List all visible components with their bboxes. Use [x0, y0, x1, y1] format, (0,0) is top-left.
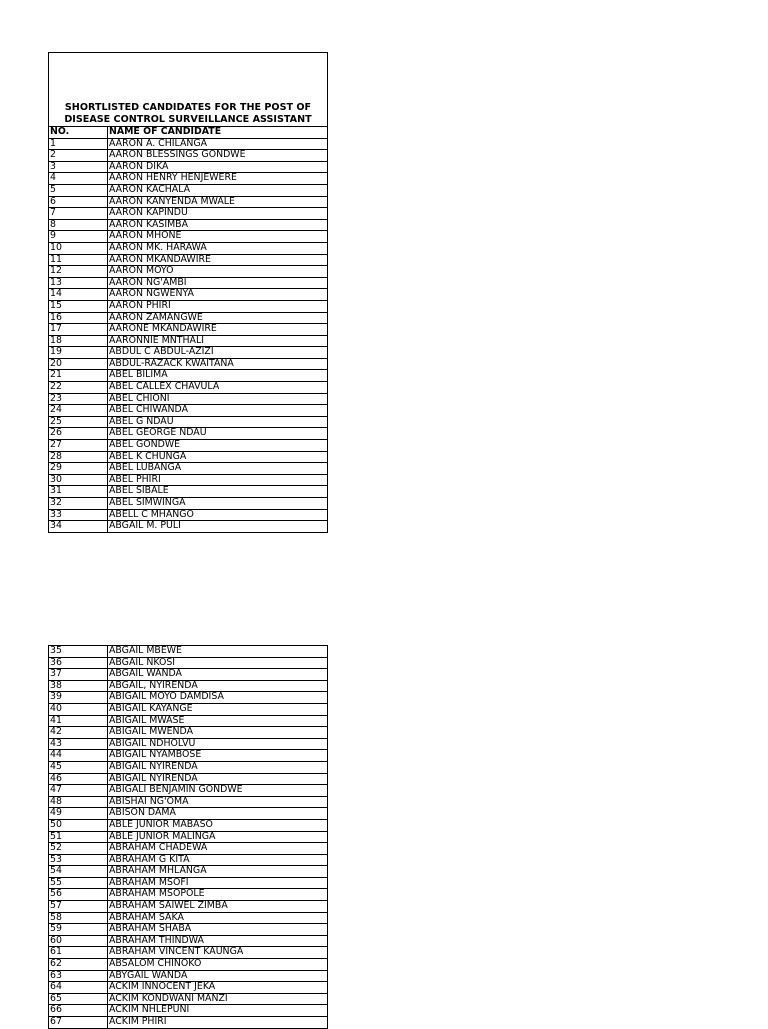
table-row [49, 993, 328, 1005]
candidate-number: 62 [49, 959, 108, 971]
table-row [49, 208, 328, 220]
candidate-number: 50 [49, 819, 108, 831]
table-row [49, 254, 328, 266]
candidate-name: ABGAIL WANDA [108, 669, 328, 681]
candidate-name: ABIGAIL NYAMBOSE [108, 750, 328, 762]
candidate-number: 17 [49, 324, 108, 336]
candidate-number: 47 [49, 785, 108, 797]
candidate-number: 40 [49, 703, 108, 715]
candidate-number: 1 [49, 138, 108, 150]
candidate-name: ACKIM KONDWANI MANZI [108, 993, 328, 1005]
table-row [49, 219, 328, 231]
table-body [49, 646, 328, 1029]
candidate-name: AARON KANYENDA MWALE [108, 196, 328, 208]
candidate-name: AARON BLESSINGS GONDWE [108, 150, 328, 162]
table-row [49, 796, 328, 808]
candidate-number: 37 [49, 669, 108, 681]
candidate-number: 53 [49, 854, 108, 866]
table-row [49, 680, 328, 692]
header-no: NO. [49, 127, 108, 139]
candidate-name: AARON MKANDAWIRE [108, 254, 328, 266]
candidate-number: 41 [49, 715, 108, 727]
table-row [49, 521, 328, 533]
candidate-number: 9 [49, 231, 108, 243]
document-title [49, 53, 328, 127]
candidate-name: ABEL SIBALE [108, 486, 328, 498]
candidate-name: ABRAHAM SAIWEL ZIMBA [108, 901, 328, 913]
table-row [49, 498, 328, 510]
table-row [49, 669, 328, 681]
table-row [49, 1017, 328, 1029]
candidate-number: 65 [49, 993, 108, 1005]
candidate-number: 60 [49, 935, 108, 947]
title-line-2: DISEASE CONTROL SURVEILLANCE ASSISTANT [64, 114, 312, 125]
candidate-number: 38 [49, 680, 108, 692]
candidate-name: ACKIM NHLEPUNI [108, 1005, 328, 1017]
title-row [49, 53, 328, 127]
candidate-number: 59 [49, 924, 108, 936]
candidate-name: AARON HENRY HENJEWERE [108, 173, 328, 185]
candidate-name: ABEL CALLEX CHAVULA [108, 382, 328, 394]
table-row [49, 982, 328, 994]
table-row [49, 242, 328, 254]
table-row [49, 959, 328, 971]
candidate-number: 10 [49, 242, 108, 254]
table-row [49, 889, 328, 901]
table-row [49, 428, 328, 440]
candidate-name: ABRAHAM MHLANGA [108, 866, 328, 878]
candidate-name: AARON MOYO [108, 266, 328, 278]
table-row [49, 947, 328, 959]
table-row [49, 173, 328, 185]
candidate-number: 30 [49, 474, 108, 486]
candidate-number: 44 [49, 750, 108, 762]
candidate-name: ABIGAIL NYIRENDA [108, 773, 328, 785]
table-row [49, 1005, 328, 1017]
table-row [49, 486, 328, 498]
table-row [49, 300, 328, 312]
candidate-number: 3 [49, 161, 108, 173]
candidate-name: ABEL SIMWINGA [108, 498, 328, 510]
candidate-number: 26 [49, 428, 108, 440]
table-row [49, 750, 328, 762]
candidate-name: ABIGAIL MWASE [108, 715, 328, 727]
table-row [49, 877, 328, 889]
candidate-name: ACKIM INNOCENT JEKA [108, 982, 328, 994]
candidate-number: 54 [49, 866, 108, 878]
candidate-number: 61 [49, 947, 108, 959]
table-row [49, 289, 328, 301]
title-line-1: SHORTLISTED CANDIDATES FOR THE POST OF [64, 102, 312, 113]
table-row [49, 843, 328, 855]
candidate-name: ABIGAIL MOYO DAMDISA [108, 692, 328, 704]
candidate-number: 64 [49, 982, 108, 994]
candidate-name: AARON KAPINDU [108, 208, 328, 220]
candidate-number: 11 [49, 254, 108, 266]
candidate-name: ABIGALI BENJAMIN GONDWE [108, 785, 328, 797]
table-row [49, 727, 328, 739]
header-row [49, 127, 328, 139]
candidate-number: 22 [49, 382, 108, 394]
candidate-name: ABRAHAM CHADEWA [108, 843, 328, 855]
candidate-number: 19 [49, 347, 108, 359]
table-row [49, 785, 328, 797]
candidate-number: 16 [49, 312, 108, 324]
candidate-name: AARON NG'AMBI [108, 277, 328, 289]
candidate-number: 29 [49, 463, 108, 475]
table-row [49, 277, 328, 289]
table-row [49, 657, 328, 669]
table-row [49, 196, 328, 208]
candidate-name: ABIGAIL NDHOLVU [108, 738, 328, 750]
table-row [49, 416, 328, 428]
candidate-name: ABEL LUBANGA [108, 463, 328, 475]
candidate-number: 28 [49, 451, 108, 463]
table-row [49, 901, 328, 913]
candidate-number: 57 [49, 901, 108, 913]
candidate-number: 7 [49, 208, 108, 220]
candidate-name: ABGAIL M. PULI [108, 521, 328, 533]
table-body [49, 53, 328, 533]
candidate-name: ABEL CHIONI [108, 393, 328, 405]
candidate-name: AARON ZAMANGWE [108, 312, 328, 324]
candidate-name: AARON KASIMBA [108, 219, 328, 231]
candidate-name: AARONE MKANDAWIRE [108, 324, 328, 336]
candidate-number: 5 [49, 184, 108, 196]
table-row [49, 463, 328, 475]
candidate-name: ABEL PHIRI [108, 474, 328, 486]
candidate-number: 63 [49, 970, 108, 982]
candidate-name: ABDUL C ABDUL-AZIZI [108, 347, 328, 359]
table-row [49, 405, 328, 417]
table-row [49, 646, 328, 658]
candidate-name: ABISHAI NG'OMA [108, 796, 328, 808]
candidate-name: ABELL C MHANGO [108, 509, 328, 521]
table-row [49, 866, 328, 878]
candidate-name: ABSALOM CHINOKO [108, 959, 328, 971]
candidate-name: ABEL BILIMA [108, 370, 328, 382]
candidate-name: ABRAHAM THINDWA [108, 935, 328, 947]
candidate-name: AARON KACHALA [108, 184, 328, 196]
candidate-name: ABLE JUNIOR MALINGA [108, 831, 328, 843]
candidate-number: 66 [49, 1005, 108, 1017]
candidate-number: 67 [49, 1017, 108, 1029]
candidate-number: 18 [49, 335, 108, 347]
candidate-name: AARON MK. HARAWA [108, 242, 328, 254]
table-row [49, 347, 328, 359]
candidate-number: 52 [49, 843, 108, 855]
candidate-number: 58 [49, 912, 108, 924]
candidate-name: ABDUL-RAZACK KWAITANA [108, 358, 328, 370]
candidate-name: ABEL GEORGE NDAU [108, 428, 328, 440]
candidate-name: AARON MHONE [108, 231, 328, 243]
table-row [49, 184, 328, 196]
table-row [49, 935, 328, 947]
table-row [49, 266, 328, 278]
candidate-number: 49 [49, 808, 108, 820]
candidate-name: ABEL K CHUNGA [108, 451, 328, 463]
table-row [49, 358, 328, 370]
table-row [49, 808, 328, 820]
candidate-name: ABGAIL, NYIRENDA [108, 680, 328, 692]
candidate-name: ABRAHAM G KITA [108, 854, 328, 866]
candidate-name: ABYGAIL WANDA [108, 970, 328, 982]
candidate-name: AARON NGWENYA [108, 289, 328, 301]
candidate-number: 13 [49, 277, 108, 289]
table-row [49, 703, 328, 715]
candidate-number: 14 [49, 289, 108, 301]
candidate-name: ABEL CHIWANDA [108, 405, 328, 417]
candidate-name: ACKIM PHIRI [108, 1017, 328, 1029]
header-name: NAME OF CANDIDATE [108, 127, 328, 139]
candidate-number: 25 [49, 416, 108, 428]
candidate-number: 27 [49, 440, 108, 452]
table-row [49, 924, 328, 936]
table-row [49, 912, 328, 924]
candidates-table-part-1 [48, 52, 328, 533]
table-row [49, 231, 328, 243]
candidate-name: ABEL GONDWE [108, 440, 328, 452]
candidate-number: 24 [49, 405, 108, 417]
candidate-number: 15 [49, 300, 108, 312]
table-row [49, 312, 328, 324]
table-row [49, 474, 328, 486]
candidate-name: ABRAHAM MSOPOLE [108, 889, 328, 901]
candidate-number: 33 [49, 509, 108, 521]
table-row [49, 854, 328, 866]
candidate-number: 36 [49, 657, 108, 669]
table-row [49, 150, 328, 162]
candidate-name: ABRAHAM VINCENT KAUNGA [108, 947, 328, 959]
table-row [49, 738, 328, 750]
candidate-number: 35 [49, 646, 108, 658]
candidate-name: ABISON DAMA [108, 808, 328, 820]
candidate-name: AARONNIE MNTHALI [108, 335, 328, 347]
table-row [49, 161, 328, 173]
candidate-number: 23 [49, 393, 108, 405]
candidate-number: 31 [49, 486, 108, 498]
candidate-number: 51 [49, 831, 108, 843]
candidates-table-part-2 [48, 645, 328, 1029]
table-row [49, 970, 328, 982]
candidate-number: 2 [49, 150, 108, 162]
candidate-number: 32 [49, 498, 108, 510]
table-row [49, 509, 328, 521]
candidate-number: 56 [49, 889, 108, 901]
candidate-number: 42 [49, 727, 108, 739]
table-row [49, 819, 328, 831]
candidate-name: ABIGAIL MWENDA [108, 727, 328, 739]
candidate-name: ABEL G NDAU [108, 416, 328, 428]
candidate-name: AARON DIKA [108, 161, 328, 173]
table-row [49, 692, 328, 704]
candidate-number: 34 [49, 521, 108, 533]
candidate-name: ABIGAIL NYIRENDA [108, 761, 328, 773]
table-row [49, 393, 328, 405]
table-row [49, 370, 328, 382]
candidate-name: ABGAIL NKOSI [108, 657, 328, 669]
candidate-number: 21 [49, 370, 108, 382]
candidate-number: 39 [49, 692, 108, 704]
candidate-name: ABRAHAM MSOFI [108, 877, 328, 889]
table-row [49, 761, 328, 773]
table-row [49, 715, 328, 727]
candidate-name: ABIGAIL KAYANGE [108, 703, 328, 715]
candidate-name: ABLE JUNIOR MABASO [108, 819, 328, 831]
table-row [49, 440, 328, 452]
candidate-number: 4 [49, 173, 108, 185]
table-row [49, 451, 328, 463]
candidate-number: 43 [49, 738, 108, 750]
table-row [49, 382, 328, 394]
table-row [49, 138, 328, 150]
candidate-name: ABRAHAM SAKA [108, 912, 328, 924]
table-row [49, 773, 328, 785]
candidate-number: 6 [49, 196, 108, 208]
candidate-name: AARON PHIRI [108, 300, 328, 312]
table-row [49, 324, 328, 336]
candidate-name: ABRAHAM SHABA [108, 924, 328, 936]
candidate-name: AARON A. CHILANGA [108, 138, 328, 150]
candidate-name: ABGAIL MBEWE [108, 646, 328, 658]
candidate-number: 12 [49, 266, 108, 278]
candidate-number: 8 [49, 219, 108, 231]
candidate-number: 48 [49, 796, 108, 808]
candidate-number: 46 [49, 773, 108, 785]
candidate-number: 20 [49, 358, 108, 370]
table-row [49, 335, 328, 347]
candidate-number: 55 [49, 877, 108, 889]
candidate-number: 45 [49, 761, 108, 773]
table-row [49, 831, 328, 843]
